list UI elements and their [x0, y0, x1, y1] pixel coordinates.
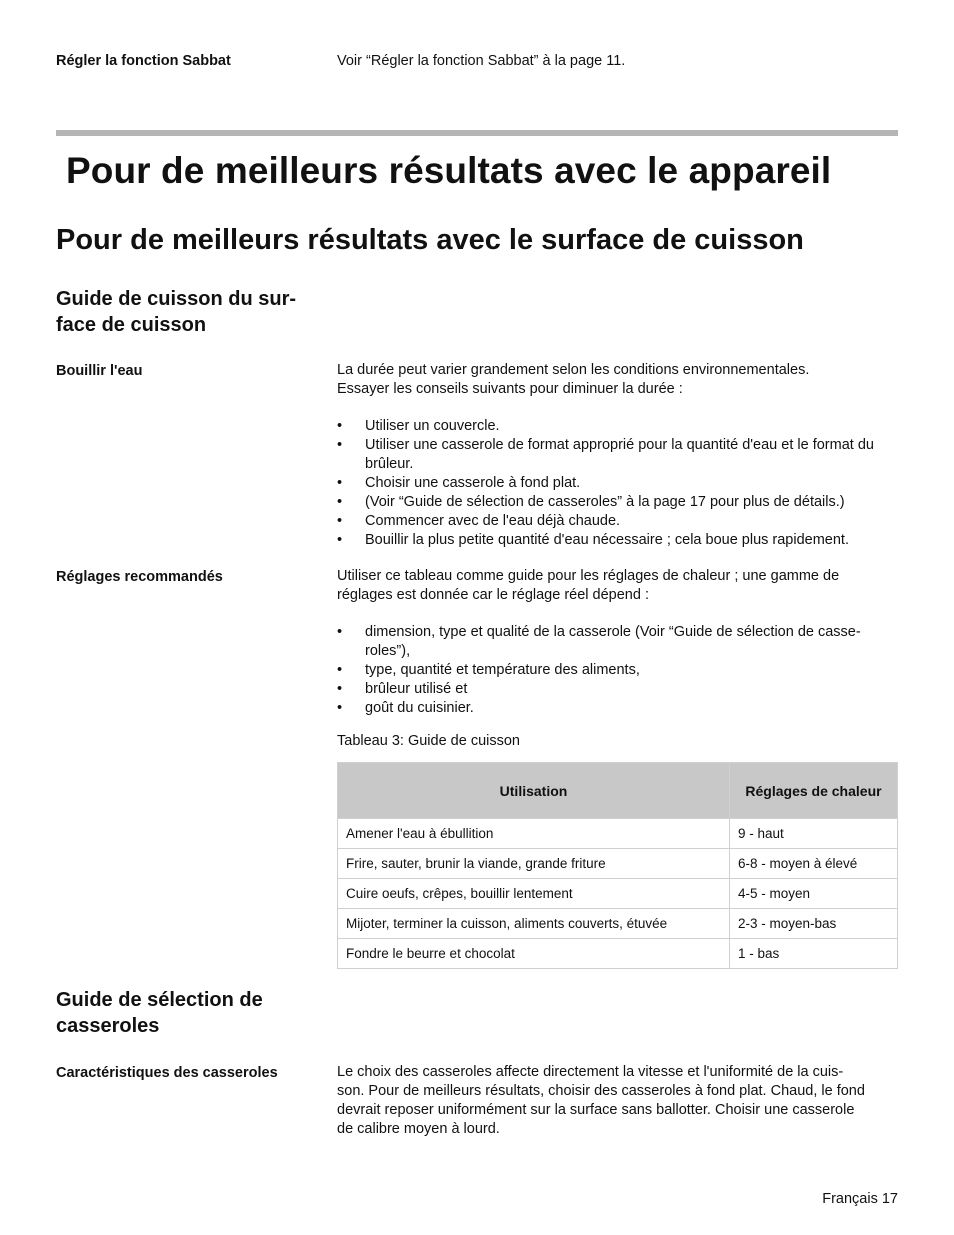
- list-item: • Utiliser un couvercle.: [337, 418, 500, 434]
- section-heading-line: casseroles: [56, 1015, 160, 1037]
- table-row: [338, 879, 898, 909]
- table-cell-setting: 2-3 - moyen-bas: [730, 909, 898, 939]
- section-heading-cooking-guide: [56, 286, 296, 338]
- paragraph-line: devrait reposer uniformément sur la surface sans ballotter. Choisir une casserole: [337, 1102, 855, 1118]
- header-text: Voir “Régler la fonction Sabbat” à la page 11.: [337, 53, 626, 69]
- list-item: • (Voir “Guide de sélection de casseroles” à la page 17 pour plus de détails.): [337, 494, 845, 510]
- table-caption: Tableau 3: Guide de cuisson: [337, 733, 520, 749]
- table-header-row: [338, 763, 898, 819]
- list-item: • Bouillir la plus petite quantité d'eau nécessaire ; cela boue plus rapidement.: [337, 532, 849, 548]
- section-heading-line: face de cuisson: [56, 314, 207, 336]
- settings-intro: [337, 567, 897, 605]
- section-heading-line: Guide de sélection de: [56, 989, 263, 1011]
- page-number: Français 17: [822, 1191, 898, 1207]
- table-cell-setting: 9 - haut: [730, 819, 898, 849]
- settings-intro-line: Utiliser ce tableau comme guide pour les réglages de chaleur ; une gamme de: [337, 568, 840, 584]
- settings-factors-list: [337, 623, 898, 718]
- boil-intro-line: Essayer les conseils suivants pour diminuer la durée :: [337, 381, 683, 397]
- list-item: • dimension, type et qualité de la casserole (Voir “Guide de sélection de casse-roles”),: [337, 624, 861, 659]
- paragraph-line: de calibre moyen à lourd.: [337, 1121, 500, 1137]
- paragraph-line: Le choix des casseroles affecte directement la vitesse et l'uniformité de la cuis-: [337, 1064, 844, 1080]
- list-item: • Commencer avec de l'eau déjà chaude.: [337, 513, 621, 529]
- table-cell-usage: Cuire oeufs, crêpes, bouillir lentement: [338, 879, 730, 909]
- list-item: • Utiliser une casserole de format approprié pour la quantité d'eau et le format du brûleur.: [337, 437, 874, 472]
- page-title: Pour de meilleurs résultats avec le appareil: [66, 150, 832, 191]
- page-subtitle: Pour de meilleurs résultats avec le surface de cuisson: [56, 224, 804, 256]
- settings-intro-line: réglages est donnée car le réglage réel dépend :: [337, 587, 649, 603]
- table-row: [338, 909, 898, 939]
- table-row: [338, 939, 898, 969]
- list-item: • type, quantité et température des aliments,: [337, 662, 640, 678]
- section-heading-line: Guide de cuisson du sur-: [56, 288, 297, 310]
- boil-intro: [337, 361, 897, 399]
- table-cell-usage: Fondre le beurre et chocolat: [338, 939, 730, 969]
- header-label: Régler la fonction Sabbat: [56, 53, 231, 69]
- paragraph-line: son. Pour de meilleurs résultats, choisir des casseroles à fond plat. Chaud, le fond: [337, 1083, 865, 1099]
- table-cell-usage: Frire, sauter, brunir la viande, grande friture: [338, 849, 730, 879]
- table-cell-usage: Amener l'eau à ébullition: [338, 819, 730, 849]
- boil-tips-list: [337, 417, 898, 550]
- list-item: • goût du cuisinier.: [337, 700, 474, 716]
- table-cell-setting: 6-8 - moyen à élevé: [730, 849, 898, 879]
- section-rule: [56, 130, 898, 136]
- table-cell-usage: Mijoter, terminer la cuisson, aliments couverts, étuvée: [338, 909, 730, 939]
- list-item: • Choisir une casserole à fond plat.: [337, 475, 581, 491]
- table-row: [338, 819, 898, 849]
- column-header-heat-settings: Réglages de chaleur: [730, 763, 898, 819]
- pans-label: Caractéristiques des casseroles: [56, 1065, 278, 1081]
- table-row: [338, 849, 898, 879]
- section-heading-pan-guide: [56, 987, 263, 1039]
- boil-intro-line: La durée peut varier grandement selon les conditions environnementales.: [337, 362, 810, 378]
- column-header-usage: Utilisation: [338, 763, 730, 819]
- boil-label: Bouillir l'eau: [56, 363, 143, 379]
- pans-paragraph: [337, 1063, 898, 1139]
- table-cell-setting: 4-5 - moyen: [730, 879, 898, 909]
- table-cell-setting: 1 - bas: [730, 939, 898, 969]
- settings-label: Réglages recommandés: [56, 569, 223, 585]
- list-item: • brûleur utilisé et: [337, 681, 468, 697]
- cooking-guide-table: [337, 762, 898, 969]
